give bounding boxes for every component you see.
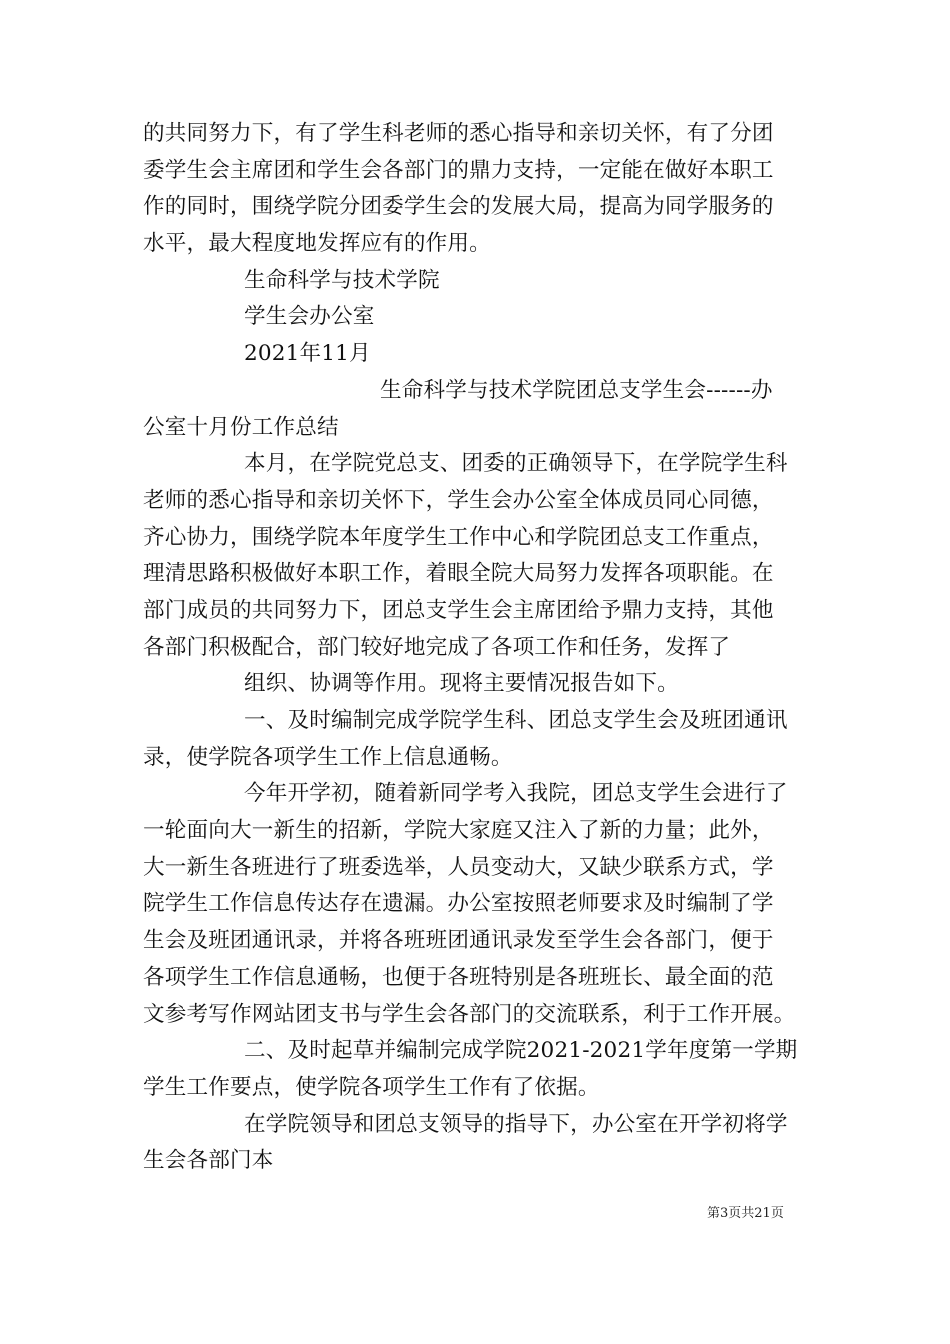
signature-office: 学生会办公室	[244, 304, 375, 330]
text-line: 各项学生工作信息通畅，也便于各班特别是各班班长、最全面的范	[143, 964, 774, 990]
paragraph-line: 在学院领导和团总支领导的指导下，办公室在开学初将学	[244, 1111, 788, 1137]
text-line: 水平，最大程度地发挥应有的作用。	[143, 231, 491, 257]
text-line: 一轮面向大一新生的招新，学院大家庭又注入了新的力量；此外，	[143, 818, 774, 844]
page-number: 第3页共21页	[707, 1206, 784, 1221]
paragraph-line: 今年开学初，随着新同学考入我院，团总支学生会进行了	[244, 781, 788, 807]
text-line: 生会及班团通讯录，并将各班班团通讯录发至学生会各部门，便于	[143, 928, 774, 954]
text-line: 委学生会主席团和学生会各部门的鼎力支持，一定能在做好本职工	[143, 157, 774, 183]
item-heading-2: 二、及时起草并编制完成学院2021-2021学年度第一学期	[244, 1038, 798, 1064]
document-body	[143, 116, 809, 1180]
text-line: 组织、协调等作用。现将主要情况报告如下。	[244, 671, 679, 697]
signature-date: 2021年11月	[244, 341, 371, 367]
text-line: 院学生工作信息传达存在遗漏。办公室按照老师要求及时编制了学	[143, 891, 774, 917]
text-line: 学生工作要点，使学院各项学生工作有了依据。	[143, 1074, 600, 1100]
paragraph-intro-line: 本月，在学院党总支、团委的正确领导下，在学院学生科	[244, 451, 788, 477]
text-line: 录，使学院各项学生工作上信息通畅。	[143, 744, 513, 770]
signature-college: 生命科学与技术学院	[244, 267, 440, 293]
text-line: 大一新生各班进行了班委选举，人员变动大，又缺少联系方式，学	[143, 854, 774, 880]
text-line: 齐心协力，围绕学院本年度学生工作中心和学院团总支工作重点，	[143, 524, 774, 550]
section-title-line-2: 公室十月份工作总结	[143, 414, 339, 440]
text-line: 文参考写作网站团支书与学生会各部门的交流联系，利于工作开展。	[143, 1001, 796, 1027]
text-line: 作的同时，围绕学院分团委学生会的发展大局，提高为同学服务的	[143, 194, 774, 220]
text-line: 各部门积极配合，部门较好地完成了各项工作和任务，发挥了	[143, 634, 731, 660]
section-title-line-1: 生命科学与技术学院团总支学生会------办	[380, 377, 773, 403]
text-line: 老师的悉心指导和亲切关怀下，学生会办公室全体成员同心同德，	[143, 487, 774, 513]
text-line: 部门成员的共同努力下，团总支学生会主席团给予鼎力支持，其他	[143, 597, 774, 623]
text-line: 生会各部门本	[143, 1148, 274, 1174]
text-line: 的共同努力下，有了学生科老师的悉心指导和亲切关怀，有了分团	[143, 121, 774, 146]
item-heading-1: 一、及时编制完成学院学生科、团总支学生会及班团通讯	[244, 708, 788, 733]
text-line: 理清思路积极做好本职工作，着眼全院大局努力发挥各项职能。在	[143, 561, 774, 587]
